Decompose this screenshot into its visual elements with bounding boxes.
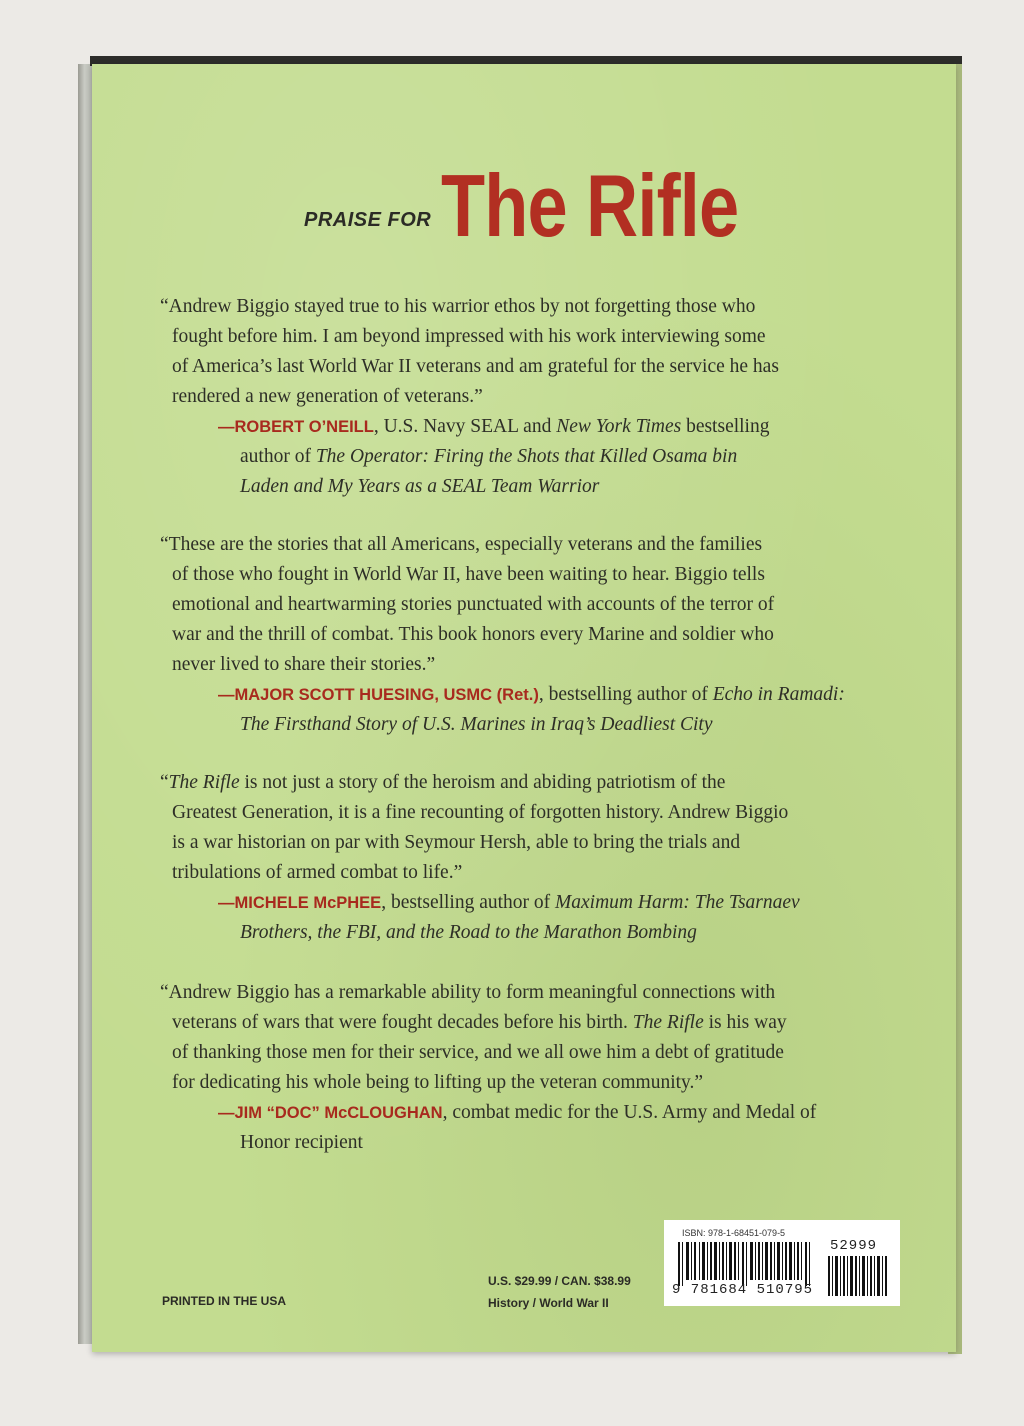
blurb-huesing <box>160 530 896 740</box>
quote-line: tribulations of armed combat to life.” <box>172 862 463 883</box>
quote-line: “Andrew Biggio has a remarkable ability to form meaningful connections with <box>160 982 776 1003</box>
barcode-digits: 9 781684 510795 <box>672 1282 814 1298</box>
attribution-name: —MAJOR SCOTT HUESING, USMC (Ret.) <box>218 686 539 704</box>
quote-line: Greatest Generation, it is a fine recounting of forgotten history. Andrew Biggio <box>172 802 789 823</box>
quote-line: rendered a new generation of veterans.” <box>172 386 483 407</box>
attribution-italic: Echo in Ramadi: <box>712 684 845 705</box>
blurb-attribution <box>160 412 896 502</box>
blurb-quote <box>160 530 896 680</box>
isbn-label: ISBN: 978-1-68451-079-5 <box>682 1228 786 1238</box>
printed-in-label: PRINTED IN THE USA <box>162 1294 287 1308</box>
attribution-text: , combat medic for the U.S. Army and Medal of <box>442 1102 817 1123</box>
book-title: The Rifle <box>441 156 739 255</box>
blurb-oneill <box>160 292 896 502</box>
attribution-italic: New York Times <box>556 416 682 437</box>
quote-line: of America’s last World War II veterans and am grateful for the service he has <box>172 356 779 377</box>
attribution-text: bestselling <box>681 416 770 437</box>
quote-line: is a war historian on par with Seymour Hersh, able to bring the trials and <box>172 832 741 853</box>
quote-line: is not just a story of the heroism and abiding patriotism of the <box>239 772 726 793</box>
title-row <box>304 156 804 255</box>
blurb-mcphee <box>160 768 896 948</box>
book-back-cover <box>92 64 956 1352</box>
blurb-mccloughan <box>160 978 896 1158</box>
attribution-text: author of <box>240 446 316 467</box>
quote-line: never lived to share their stories.” <box>172 654 436 675</box>
attribution-text: , U.S. Navy SEAL and <box>373 416 557 437</box>
price-block <box>488 1270 631 1314</box>
quote-line: “Andrew Biggio stayed true to his warrior ethos by not forgetting those who <box>160 296 756 317</box>
barcode-box <box>664 1220 900 1306</box>
blurb-quote <box>160 978 896 1098</box>
attribution-name: —MICHELE McPHEE <box>218 894 382 912</box>
blurb-attribution <box>160 680 896 740</box>
quote-line: veterans of wars that were fought decades before his birth. <box>172 1012 633 1033</box>
attribution-italic: Maximum Harm: The Tsarnaev <box>555 892 800 913</box>
quote-line: “These are the stories that all Americans, especially veterans and the families <box>160 534 763 555</box>
attribution-italic: Brothers, the FBI, and the Road to the Marathon Bombing <box>240 922 697 943</box>
blurb-attribution <box>160 1098 896 1158</box>
blurb-quote <box>160 292 896 412</box>
attribution-text: , bestselling author of <box>381 892 556 913</box>
quote-line: of those who fought in World War II, have been waiting to hear. Biggio tells <box>172 564 765 585</box>
attribution-italic: The Operator: Firing the Shots that Killed Osama bin <box>315 446 738 467</box>
quote-open: “ <box>160 772 169 793</box>
quote-line: war and the thrill of combat. This book honors every Marine and soldier who <box>172 624 774 645</box>
price-label: U.S. $29.99 / CAN. $38.99 <box>488 1274 631 1288</box>
quote-line: fought before him. I am beyond impressed with his work interviewing some <box>172 326 766 347</box>
quote-italic: The Rifle <box>632 1012 704 1033</box>
quote-line: of thanking those men for their service, and we all owe him a debt of gratitude <box>172 1042 784 1063</box>
attribution-name: —ROBERT O’NEILL <box>218 418 374 436</box>
blurb-quote <box>160 768 896 888</box>
quote-line: is his way <box>703 1012 787 1033</box>
quote-italic: The Rifle <box>168 772 240 793</box>
attribution-italic: Laden and My Years as a SEAL Team Warrior <box>240 476 600 497</box>
price-barcode-icon <box>828 1256 890 1296</box>
attribution-italic: The Firsthand Story of U.S. Marines in Iraq’s Deadliest City <box>240 714 713 735</box>
attribution-text: , bestselling author of <box>538 684 713 705</box>
blurb-attribution <box>160 888 896 948</box>
barcode-icon <box>678 1242 824 1286</box>
price-code: 52999 <box>830 1238 878 1254</box>
category-label: History / World War II <box>488 1296 609 1310</box>
attribution-name: —JIM “DOC” McCLOUGHAN <box>218 1104 443 1122</box>
quote-line: emotional and heartwarming stories punctuated with accounts of the terror of <box>172 594 775 615</box>
attribution-text: Honor recipient <box>240 1132 363 1153</box>
praise-for-label: PRAISE FOR <box>304 209 432 231</box>
quote-line: for dedicating his whole being to lifting up the veteran community.” <box>172 1072 704 1093</box>
